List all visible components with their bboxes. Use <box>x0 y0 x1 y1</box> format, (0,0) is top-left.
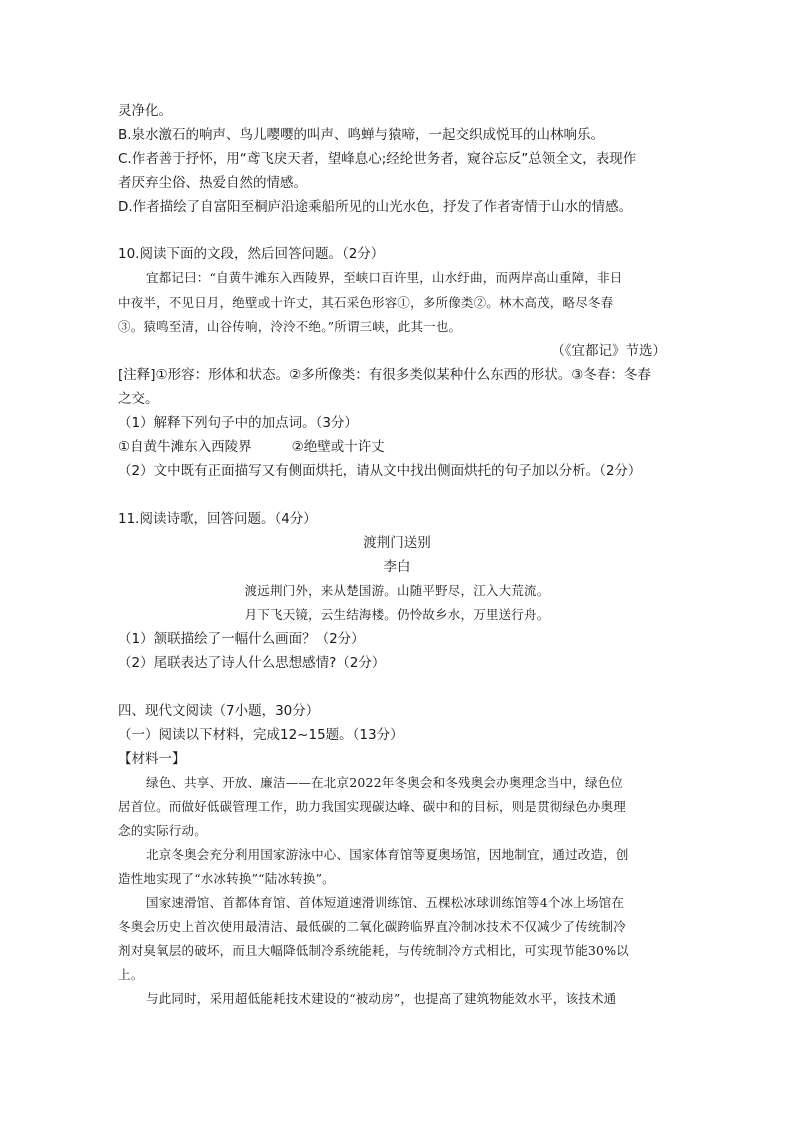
option-b: B.泉水激石的响声、鸟儿嘤嘤的叫声、鸣蝉与猿啼，一起交织成悦耳的山林响乐。 <box>118 127 605 143</box>
q11-subquestion-2: （2）尾联表达了诗人什么思想感情?（2分） <box>118 655 386 671</box>
q10-subquestion-1: （1）解释下列句子中的加点词。（3分） <box>118 415 358 431</box>
q10-item-1: ①自黄牛滩东入西陵界 <box>118 439 252 455</box>
continuation-line: 灵净化。 <box>118 103 172 119</box>
q10-note-line1: [注释]①形容：形体和状态。②多所像类：有很多类似某种什么东西的形状。③冬春：冬春 <box>118 367 651 383</box>
material-label: 【材料一】 <box>118 751 186 767</box>
option-d: D.作者描绘了自富阳至桐庐沿途乘船所见的山光水色，抒发了作者寄情于山水的情感。 <box>118 199 633 215</box>
q11-subquestion-1: （1）颔联描绘了一幅什么画面？（2分） <box>118 631 365 647</box>
material-line-5: 造性地实现了“水冰转换”“陆冰转换”。 <box>118 871 335 886</box>
material-line-2: 居首位。而做好低碳管理工作，助力我国实现碳达峰、碳中和的目标，则是贯彻绿色办奥理 <box>118 799 627 814</box>
material-line-7: 冬奥会历史上首次使用最清洁、最低碳的二氧化碳跨临界直冷制冰技术不仅减少了传统制冷 <box>118 919 627 934</box>
section4-title: 四、现代文阅读（7小题，30分） <box>118 703 320 719</box>
q10-subquestion-2: （2）文中既有正面描写又有侧面烘托，请从文中找出侧面烘托的句子加以分析。（2分） <box>118 463 642 479</box>
q10-passage-line1: 宜都记曰：“自黄牛滩东入西陵界，至峡口百许里，山水纡曲，而两岸高山重障，非日 <box>146 270 623 285</box>
material-line-3: 念的实际行动。 <box>118 823 207 838</box>
poem-line-2: 月下飞天镜，云生结海楼。仍怜故乡水，万里送行舟。 <box>244 607 550 622</box>
q10-source: （《宜都记》节选） <box>551 343 666 359</box>
material-line-6: 国家速滑馆、首都体育馆、首体短道速滑训练馆、五棵松冰球训练馆等4个冰上场馆在 <box>146 895 625 910</box>
material-line-8: 剂对臭氧层的破坏，而且大幅降低制冷系统能耗，与传统制冷方式相比，可实现节能30%以 <box>118 943 629 958</box>
q10-passage-line2: 中夜半，不见日月，绝壁或十许丈，其石采色形容①，多所像类②。林木高茂，略尽冬春 <box>118 295 614 310</box>
material-line-1: 绿色、共享、开放、廉洁——在北京2022年冬奥会和冬残奥会办奥理念当中，绿色位 <box>146 775 624 790</box>
q10-title: 10.阅读下面的文段，然后回答问题。（2分） <box>118 246 385 262</box>
q11-title: 11.阅读诗歌，回答问题。（4分） <box>118 511 317 527</box>
poem-title: 渡荆门送别 <box>363 535 431 551</box>
material-line-9: 上。 <box>118 967 144 982</box>
q10-note-line2: 之交。 <box>118 391 159 407</box>
section4-subtitle: （一）阅读以下材料，完成12~15题。（13分） <box>118 727 404 743</box>
material-line-10: 与此同时，采用超低能耗技术建设的“被动房”，也提高了建筑物能效水平，该技术通 <box>146 991 617 1006</box>
option-c-line1: C.作者善于抒怀，用“鸢飞戾天者，望峰息心;经纶世务者，窥谷忘反”总领全文，表现作 <box>118 151 637 167</box>
q10-item-2: ②绝壁或十许丈 <box>291 439 385 455</box>
poem-line-1: 渡远荆门外，来从楚国游。山随平野尽，江入大荒流。 <box>244 583 550 598</box>
material-line-4: 北京冬奥会充分利用国家游泳中心、国家体育馆等夏奥场馆，因地制宜，通过改造，创 <box>146 847 629 862</box>
option-c-line2: 者厌弃尘俗、热爱自然的情感。 <box>118 175 307 191</box>
poem-author: 李白 <box>383 559 411 575</box>
q10-subquestion-1-items <box>118 437 385 457</box>
q10-passage-line3: ③。猿鸣至清，山谷传响，泠泠不绝。”所谓三峡，此其一也。 <box>118 319 462 334</box>
